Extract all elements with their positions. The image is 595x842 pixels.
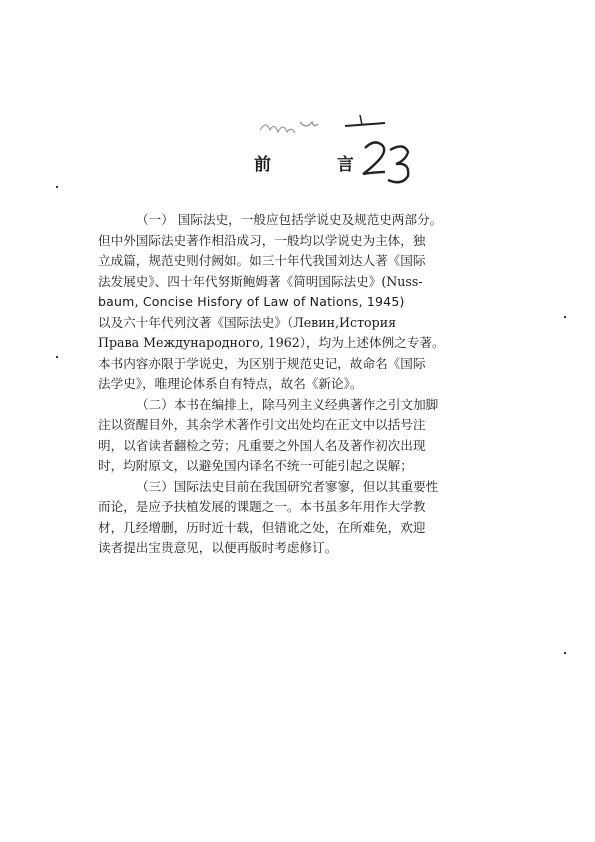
preface-body — [98, 210, 496, 559]
text-line: 立成篇，规范史则付阙如。如三十年代我国刘达人著《国际 — [98, 253, 426, 268]
text-line: 读者提出宝贵意见，以便再版时考虑修订。 — [98, 540, 338, 555]
text-line: 明，以省读者翻检之劳；凡重要之外国人名及著作初次出现 — [98, 437, 426, 453]
text-line: 但中外国际法史著作相沿成习，一般均以学说史为主体，独 — [98, 232, 426, 248]
margin-dot — [56, 356, 58, 358]
text-line: 本书内容亦限于学说史，为区别于规范史记，故命名《国际 — [98, 355, 426, 371]
text-line: 材，几经增删，历时近十载，但错讹之处，在所难免，欢迎 — [98, 519, 426, 535]
paragraph-3 — [98, 477, 496, 559]
paragraph-1 — [98, 210, 496, 395]
text-line: 而论，是应予扶植发展的课题之一。本书虽多年用作大学教 — [98, 499, 426, 514]
text-line: 法学史》，唯理论体系自有特点，故名《新论》。 — [98, 376, 363, 391]
text-line: 注以资醒目外，其余学术著作引文出处均在正文中以括号注 — [98, 417, 426, 432]
margin-dot — [564, 652, 566, 654]
margin-dot — [56, 186, 58, 188]
margin-dot — [564, 316, 566, 318]
handwritten-annotation-icon — [250, 100, 420, 195]
text-line: （二）本书在编排上，除马列主义经典著作之引文加脚 — [136, 396, 439, 412]
text-line: Права Международного, 1962），均为上述体例之专著。 — [98, 335, 445, 350]
text-line: （一） 国际法史，一般应包括学说史及规范史两部分。 — [136, 212, 443, 227]
page-title: 前 言 — [254, 155, 384, 175]
text-line: （三）国际法史目前在我国研究者寥寥，但以其重要性 — [136, 478, 439, 494]
text-line: 法发展史》、四十年代努斯鲍姆著《简明国际法史》(Nuss- — [98, 273, 423, 289]
text-line: 时，均附原文，以避免国内译名不统一可能引起之误解； — [98, 458, 413, 473]
text-line: baum, Concise Hisfory of Law of Nations, 1945) — [98, 294, 405, 309]
paragraph-2 — [98, 395, 496, 477]
text-line: 以及六十年代列汶著《国际法史》（Левин,История — [98, 314, 397, 330]
